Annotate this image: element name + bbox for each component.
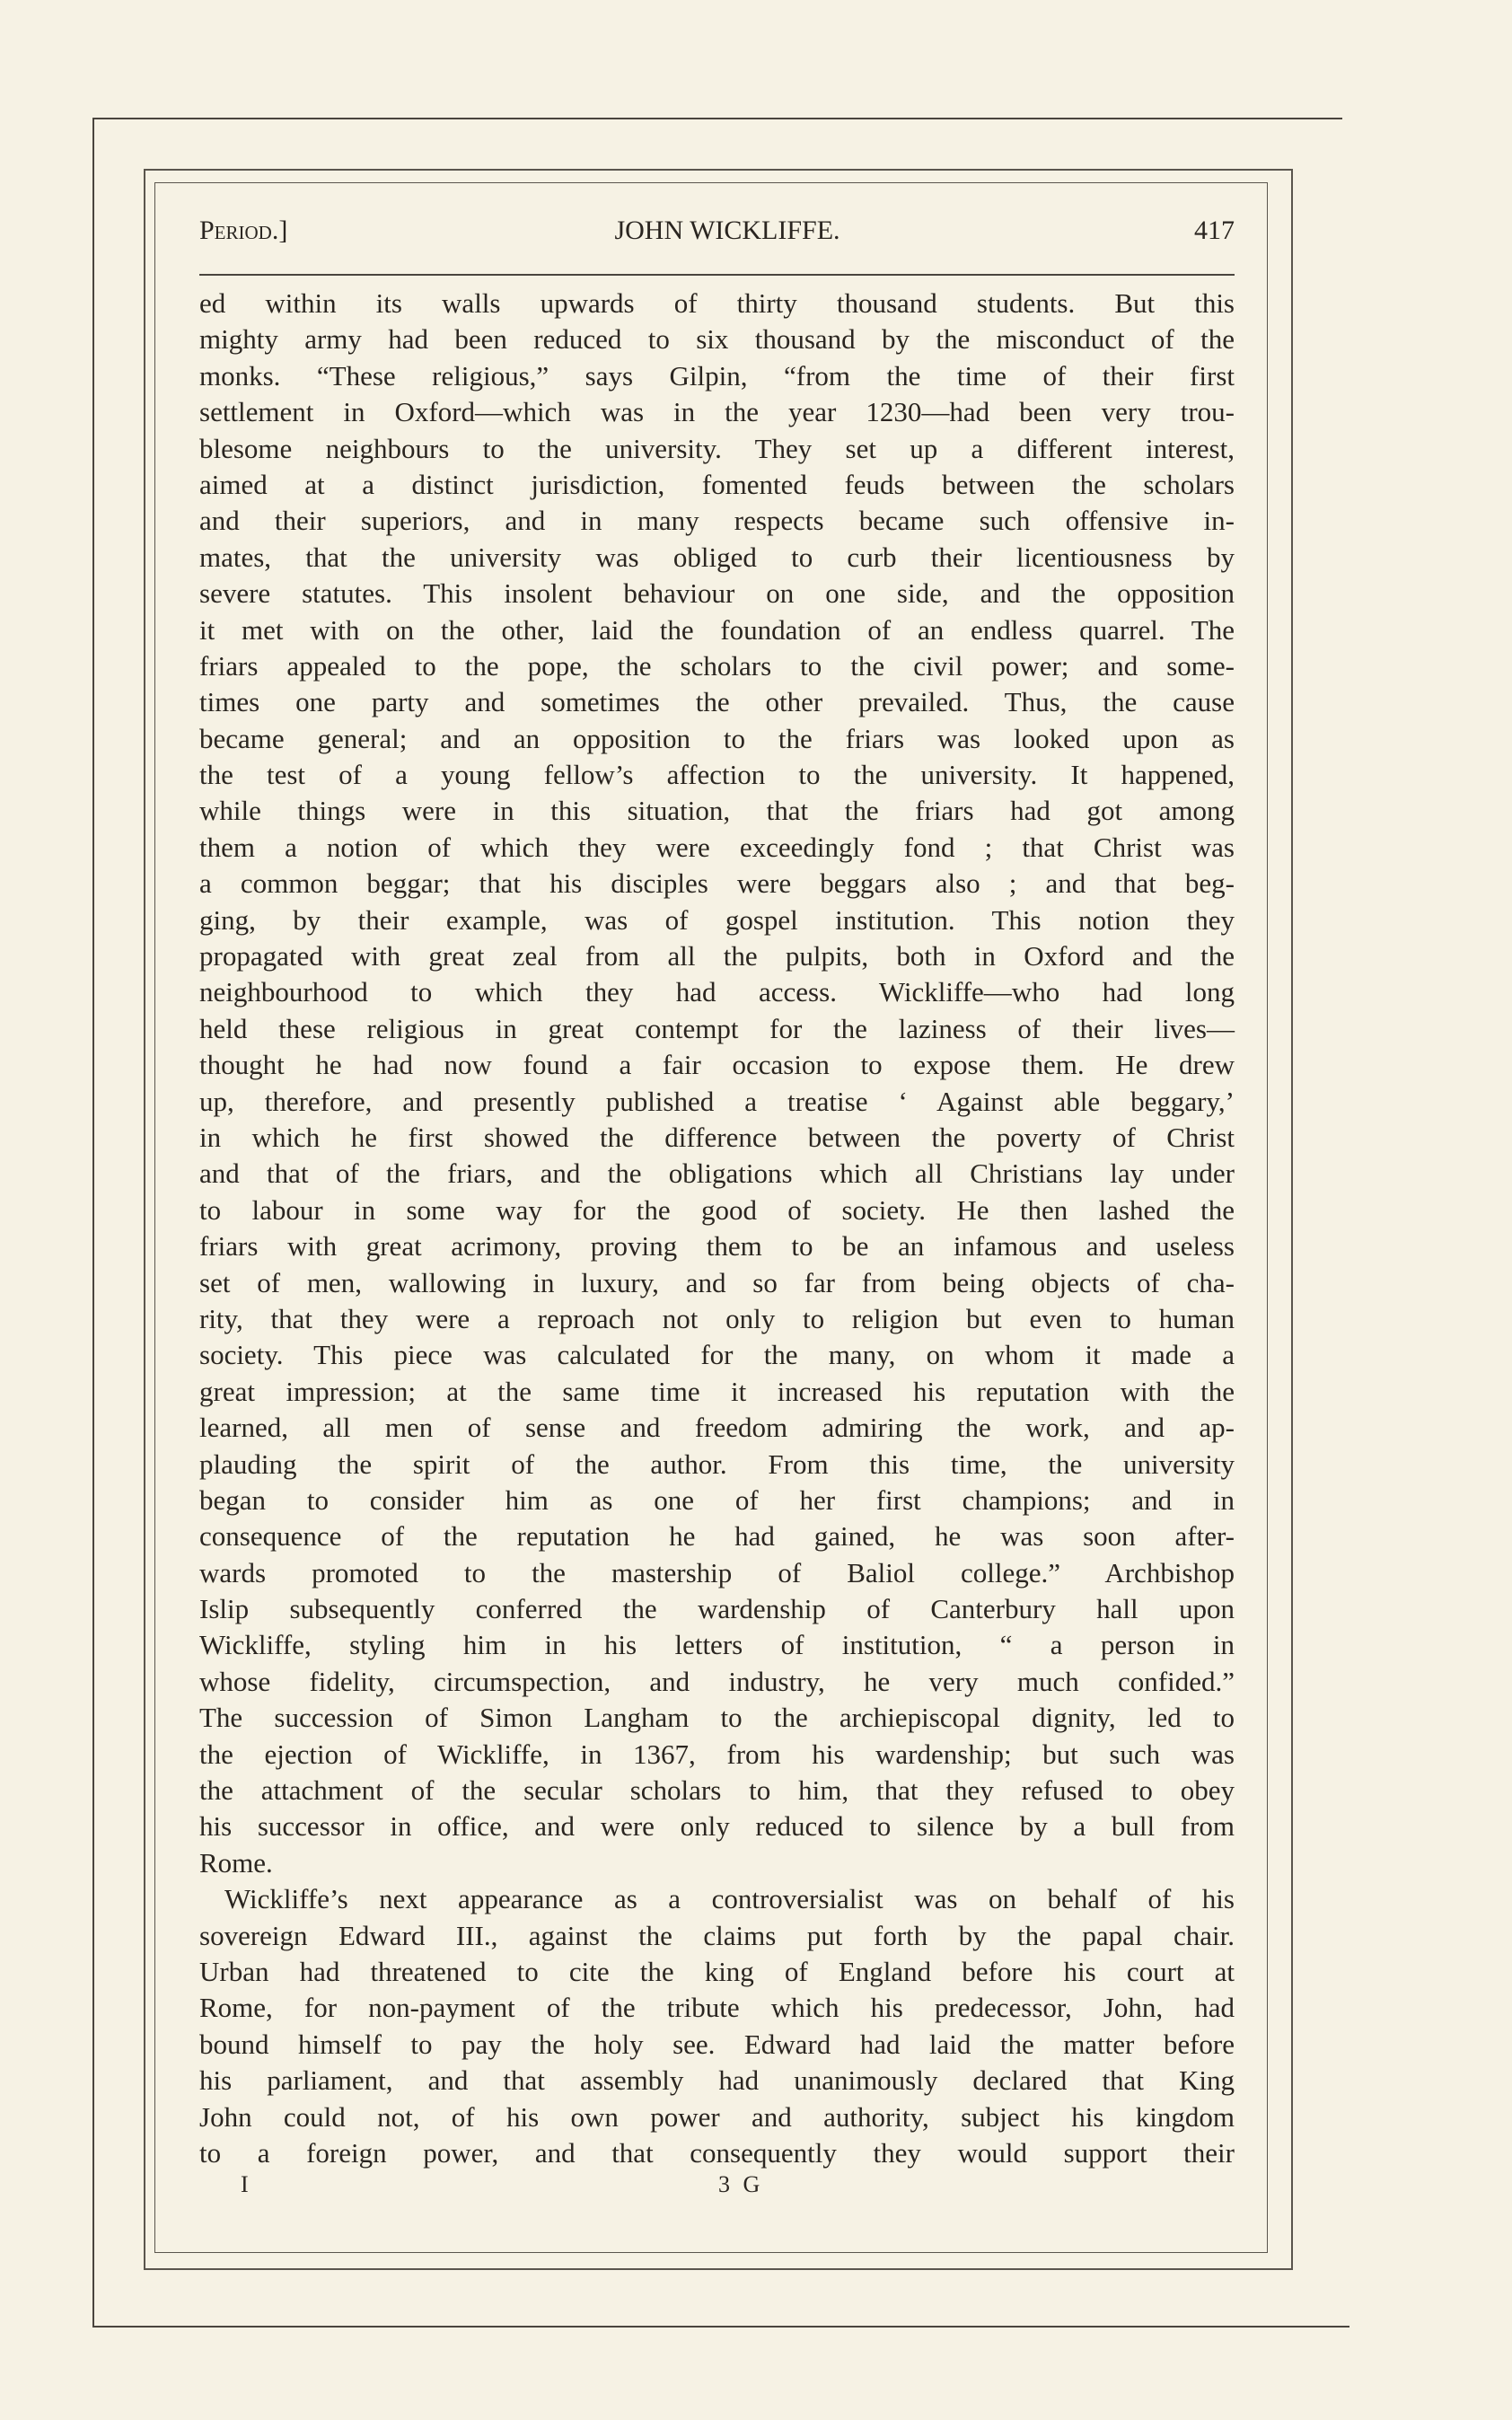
text-line: The succession of Simon Langham to the archiepiscopal dignity, led to [199, 1702, 1235, 1734]
text-line: while things were in this situation, that the friars had got among [199, 795, 1235, 827]
page-number: 417 [1194, 216, 1235, 245]
text-line: bound himself to pay the holy see. Edward had laid the matter before [199, 2028, 1235, 2060]
text-line: them a notion of which they were exceedingly fond ; that Christ was [199, 831, 1235, 863]
gathering-mark: 3 G [718, 2171, 764, 2197]
text-line: up, therefore, and presently published a treatise ‘ Against able beggary,’ [199, 1085, 1235, 1117]
text-line: the test of a young fellow’s affection to the university. It happened, [199, 759, 1235, 791]
text-line: in which he first showed the difference between the poverty of Christ [199, 1121, 1235, 1153]
text-line: the ejection of Wickliffe, in 1367, from his wardenship; but such was [199, 1738, 1235, 1770]
text-line: learned, all men of sense and freedom admiring the work, and ap- [199, 1412, 1235, 1444]
text-line: times one party and sometimes the other prevailed. Thus, the cause [199, 686, 1235, 718]
text-line: ging, by their example, was of gospel institution. This notion they [199, 903, 1235, 936]
text-line: friars appealed to the pope, the scholars to the civil power; and some- [199, 649, 1235, 682]
text-line: to a foreign power, and that consequently they would support their [199, 2136, 1235, 2169]
text-line: became general; and an opposition to the friars was looked upon as [199, 722, 1235, 754]
header-rule [199, 274, 1235, 276]
text-line: plauding the spirit of the author. From this time, the university [199, 1448, 1235, 1480]
text-line: Islip subsequently conferred the wardenship of Canterbury hall upon [199, 1593, 1235, 1625]
text-line: severe statutes. This insolent behaviour on one side, and the opposition [199, 577, 1235, 610]
outer-top-rule [92, 118, 1342, 119]
text-line: blesome neighbours to the university. They set up a different interest, [199, 432, 1235, 464]
body-text [199, 286, 1235, 2171]
text-line: thought he had now found a fair occasion to expose them. He drew [199, 1049, 1235, 1081]
text-line: monks. “These religious,” says Gilpin, “from the time of their first [199, 359, 1235, 392]
outer-left-rule [92, 118, 94, 2327]
text-line: a common beggar; that his disciples were beggars also ; and that beg- [199, 867, 1235, 900]
running-head-title: JOHN WICKLIFFE. [614, 216, 840, 245]
text-line: it met with on the other, laid the foundation of an endless quarrel. The [199, 613, 1235, 646]
text-line: sovereign Edward III., against the claims put forth by the papal chair. [199, 1919, 1235, 1951]
text-line: the attachment of the secular scholars to him, that they refused to obey [199, 1774, 1235, 1807]
text-line: held these religious in great contempt for the laziness of their lives— [199, 1012, 1235, 1044]
text-line: neighbourhood to which they had access. Wickliffe—who had long [199, 976, 1235, 1008]
text-line: friars with great acrimony, proving them to be an infamous and useless [199, 1230, 1235, 1263]
running-head-section: Period.] [199, 216, 288, 245]
text-line: propagated with great zeal from all the pulpits, both in Oxford and the [199, 940, 1235, 972]
text-line: set of men, wallowing in luxury, and so far from being objects of cha- [199, 1266, 1235, 1298]
text-line: John could not, of his own power and authority, subject his kingdom [199, 2100, 1235, 2133]
text-line: aimed at a distinct jurisdiction, fomented feuds between the scholars [199, 468, 1235, 500]
text-line: wards promoted to the mastership of Baliol college.” Archbishop [199, 1556, 1235, 1588]
text-line: began to consider him as one of her first champions; and in [199, 1483, 1235, 1516]
text-line: great impression; at the same time it increased his reputation with the [199, 1375, 1235, 1407]
text-line: Wickliffe’s next appearance as a controversialist was on behalf of his [224, 1883, 1235, 1915]
text-line: society. This piece was calculated for the many, on whom it made a [199, 1339, 1235, 1371]
text-line: Rome, for non-payment of the tribute which his predecessor, John, had [199, 1992, 1235, 2024]
text-line: mates, that the university was obliged to curb their licentiousness by [199, 541, 1235, 573]
text-line: his successor in office, and were only reduced to silence by a bull from [199, 1810, 1235, 1843]
text-line: ed within its walls upwards of thirty thousand students. But this [199, 287, 1235, 319]
text-line: whose fidelity, circumspection, and industry, he very much confided.” [199, 1665, 1235, 1697]
text-line: Wickliffe, styling him in his letters of institution, “ a person in [199, 1629, 1235, 1661]
text-line: consequence of the reputation he had gained, he was soon after- [199, 1520, 1235, 1553]
text-line: Rome. [199, 1846, 273, 1879]
text-line: mighty army had been reduced to six thousand by the misconduct of the [199, 323, 1235, 356]
text-line: and their superiors, and in many respects became such offensive in- [199, 505, 1235, 537]
signature-mark: I [241, 2171, 249, 2197]
text-line: rity, that they were a reproach not only to religion but even to human [199, 1302, 1235, 1334]
text-line: settlement in Oxford—which was in the year 1230—had been very trou- [199, 396, 1235, 428]
text-line: Urban had threatened to cite the king of England before his court at [199, 1955, 1235, 1987]
text-line: to labour in some way for the good of society. He then lashed the [199, 1193, 1235, 1226]
text-line: and that of the friars, and the obligations which all Christians lay under [199, 1157, 1235, 1190]
outer-bottom-rule [92, 2326, 1349, 2328]
text-line: his parliament, and that assembly had unanimously declared that King [199, 2064, 1235, 2097]
